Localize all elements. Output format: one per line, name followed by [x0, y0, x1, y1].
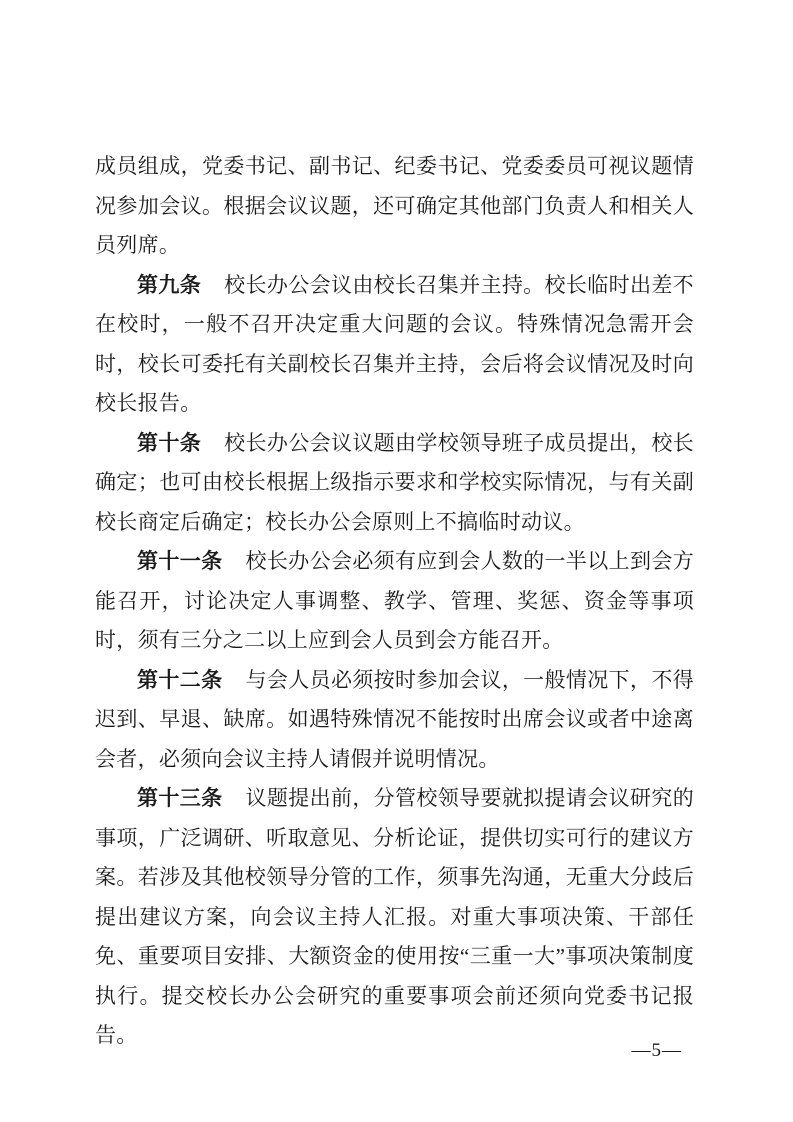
article-number: 第十一条: [137, 549, 223, 573]
paragraph-continuation: [95, 147, 694, 266]
paragraph-text: 成员组成，党委书记、副书记、纪委书记、党委委员可视议题情况参加会议。根据会议议题，还可确定其他部门负责人和相关人员列席。: [95, 154, 694, 257]
paragraph-article-12: [95, 661, 694, 780]
paragraph-article-10: [95, 424, 694, 543]
paragraph-text: 校长办公会议议题由学校领导班子成员提出，校长确定；也可由校长根据上级指示要求和学校实际情况，与有关副校长商定后确定；校长办公会原则上不搞临时动议。: [95, 430, 694, 534]
paragraph-text: 议题提出前，分管校领导要就拟提请会议研究的事项，广泛调研、听取意见、分析论证，提供切实可行的建议方案。若涉及其他校领导分管的工作，须事先沟通，无重大分歧后提出建议方案，向会议主持人汇报。对重大事项决策、干部任免、重要项目安排、大额资金的使用按“三重一大”事项决策制度执行。提交校长办公会研究的重要事项会前还须向党委书记报告。: [95, 786, 694, 1047]
paragraph-text: 与会人员必须按时参加会议，一般情况下，不得迟到、早退、缺席。如遇特殊情况不能按时出席会议或者中途离会者，必须向会议主持人请假并说明情况。: [95, 667, 694, 771]
paragraph-article-11: [95, 542, 694, 661]
paragraph-text: 校长办公会议由校长召集并主持。校长临时出差不在校时，一般不召开决定重大问题的会议。特殊情况急需开会时，校长可委托有关副校长召集并主持，会后将会议情况及时向校长报告。: [95, 272, 694, 415]
document-body: [95, 147, 694, 1056]
page-number: —5—: [631, 1040, 682, 1061]
article-number: 第十三条: [137, 786, 223, 810]
article-number: 第十二条: [137, 667, 223, 692]
article-number: 第九条: [137, 272, 202, 297]
paragraph-article-9: [95, 266, 694, 424]
paragraph-article-13: [95, 779, 694, 1056]
article-number: 第十条: [137, 430, 202, 455]
paragraph-text: 校长办公会必须有应到会人数的一半以上到会方能召开，讨论决定人事调整、教学、管理、奖惩、资金等事项时，须有三分之二以上应到会人员到会方能召开。: [95, 549, 694, 652]
